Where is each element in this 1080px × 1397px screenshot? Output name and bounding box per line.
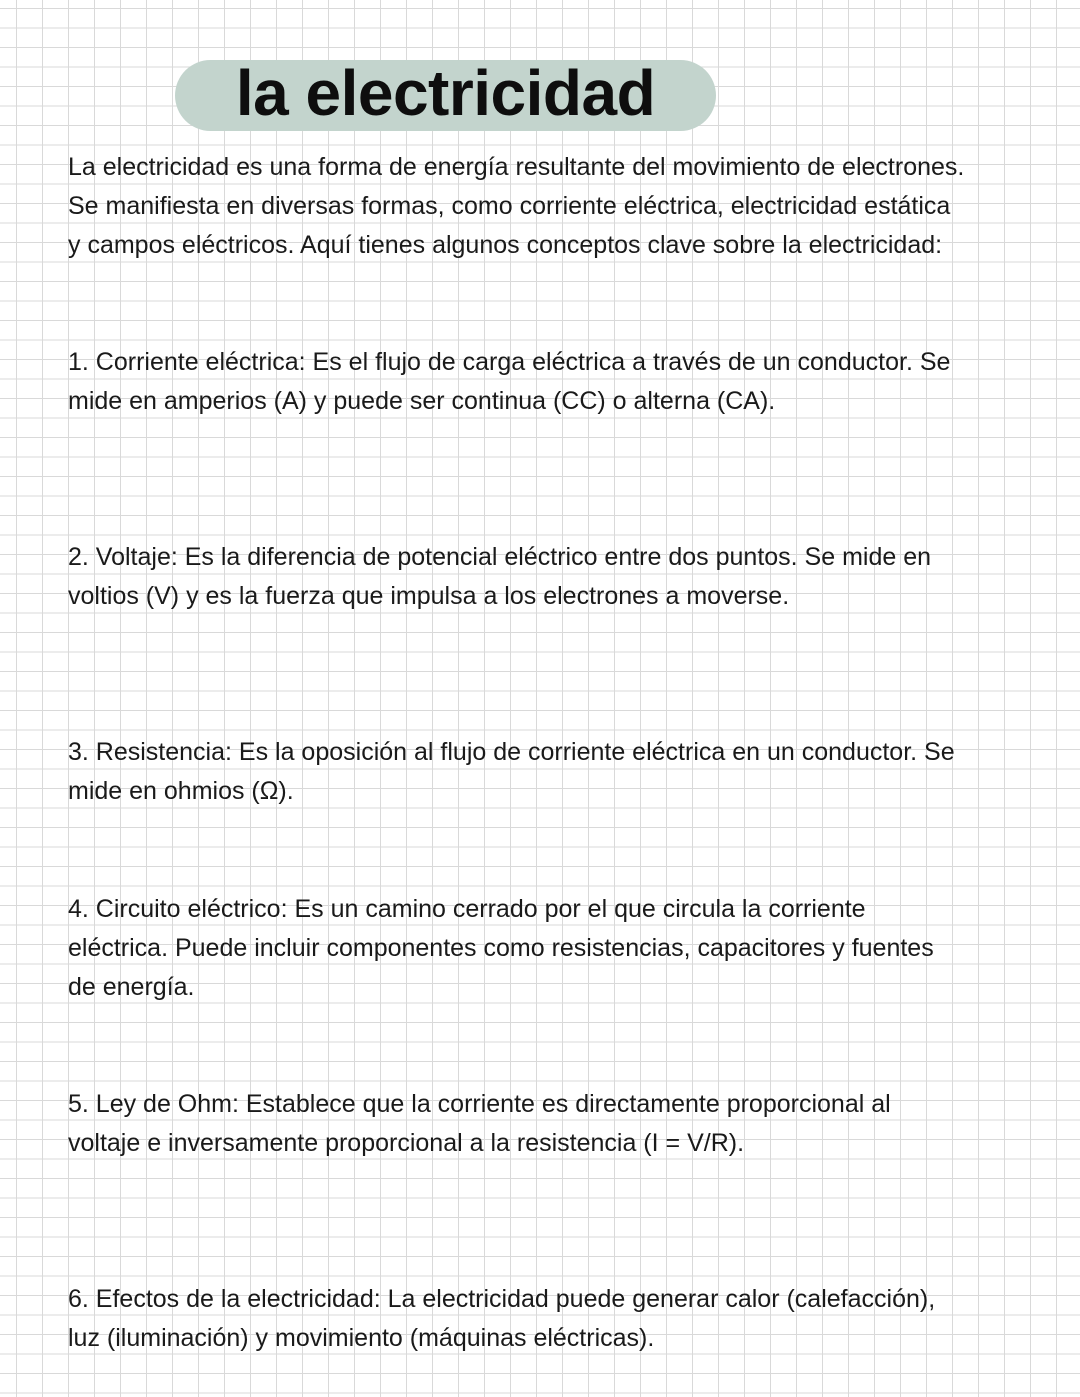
intro-paragraph: La electricidad es una forma de energía resultante del movimiento de electrones. Se manifiesta en diversas formas, como corriente eléctrica, electricidad estática y campos eléctricos. Aquí tienes algunos conceptos clave sobre la electricidad: [68,153,965,259]
concept-item-voltaje: 2. Voltaje: Es la diferencia de potencial eléctrico entre dos puntos. Se mide en voltios (V) y es la fuerza que impulsa a los electrones a moverse. [68,543,932,610]
concept-item-efectos: 6. Efectos de la electricidad: La electricidad puede generar calor (calefacción), luz (iluminación) y movimiento (máquinas eléctricas). [68,1285,936,1352]
concept-item-corriente: 1. Corriente eléctrica: Es el flujo de carga eléctrica a través de un conductor. Se mide en amperios (A) y puede ser continua (CC) o alterna (CA). [68,348,951,415]
concept-item-resistencia: 3. Resistencia: Es la oposición al flujo de corriente eléctrica en un conductor. Se mide en ohmios (Ω). [68,738,955,805]
concept-item-ley-ohm: 5. Ley de Ohm: Establece que la corriente es directamente proporcional al voltaje e inversamente proporcional a la resistencia (I = V/R). [68,1090,891,1157]
page-title: la electricidad [235,57,656,129]
concept-item-circuito: 4. Circuito eléctrico: Es un camino cerrado por el que circula la corriente eléctrica. Puede incluir componentes como resistencias, capacitores y fuentes de energía. [68,895,934,1001]
